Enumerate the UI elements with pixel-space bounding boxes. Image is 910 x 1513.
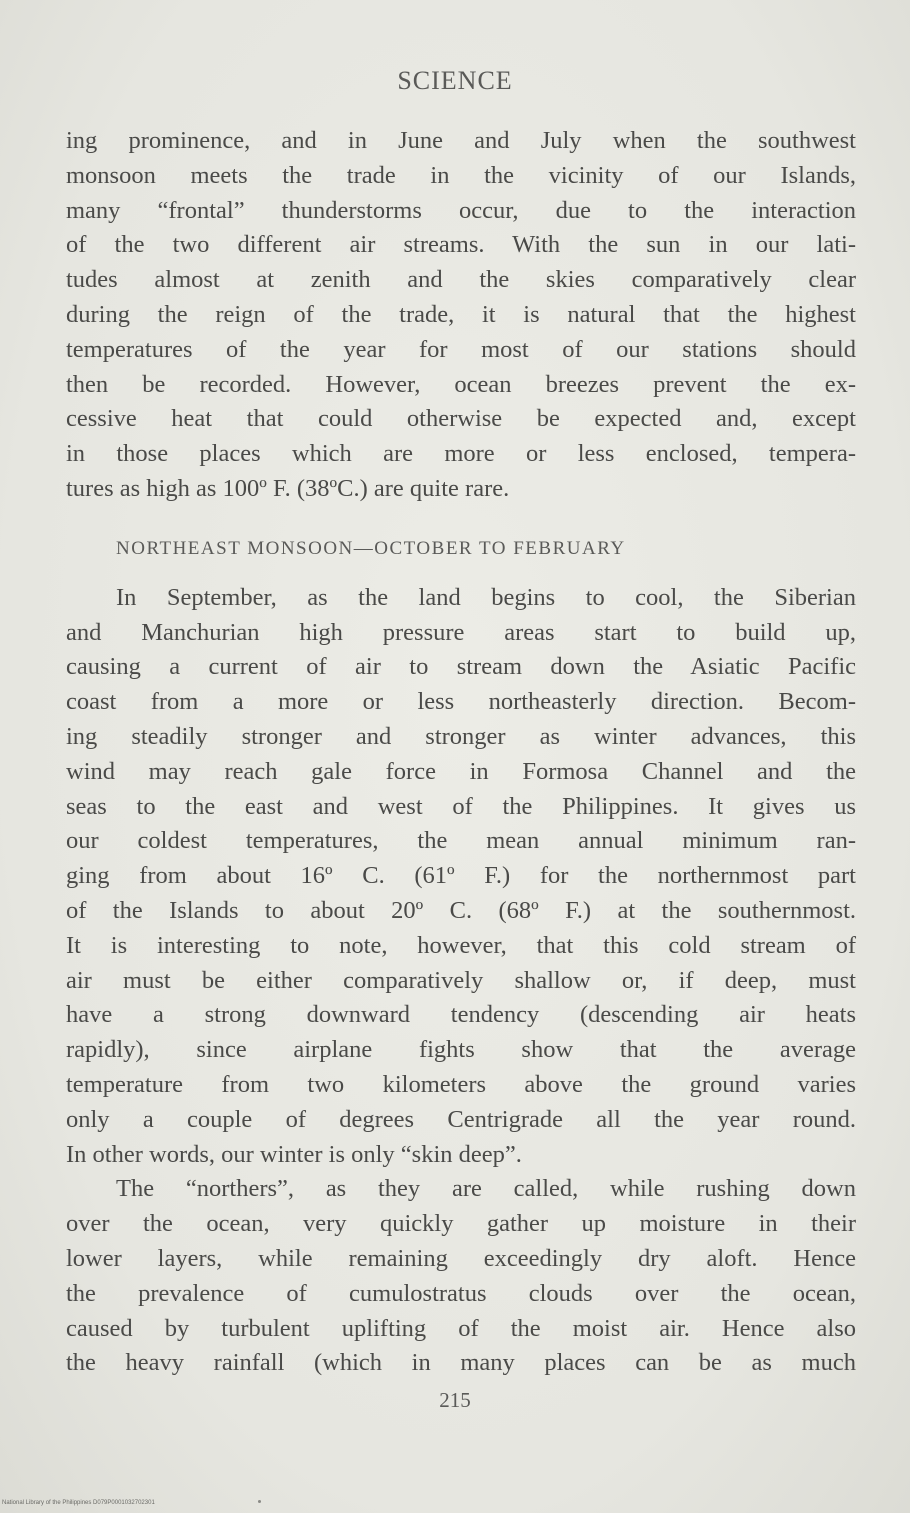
page-number: 215	[439, 1388, 471, 1412]
text-line: tures as high as 100º F. (38ºC.) are quite rare.	[66, 474, 510, 502]
paragraph-1	[66, 124, 856, 507]
paragraph-3	[66, 1172, 856, 1381]
text-line: in those places which are more or less enclosed, tempera-	[66, 440, 856, 468]
section-heading: NORTHEAST MONSOON—OCTOBER TO FEBRUARY	[116, 537, 626, 559]
text-line: In September, as the land begins to cool, the Siberian	[116, 583, 856, 611]
text-line: It is interesting to note, however, that this cold stream of	[66, 931, 856, 959]
text-line: monsoon meets the trade in the vicinity of our Islands,	[66, 161, 856, 189]
library-watermark: National Library of the Philippines D079P0001032702301	[2, 1500, 155, 1506]
text-line: over the ocean, very quickly gather up moisture in their	[66, 1210, 856, 1238]
text-line: caused by turbulent uplifting of the moist air. Hence also	[66, 1314, 856, 1342]
text-line: coast from a more or less northeasterly direction. Becom-	[66, 688, 856, 716]
text-line: air must be either comparatively shallow or, if deep, must	[66, 966, 856, 994]
text-line: of the two different air streams. With the sun in our lati-	[66, 231, 856, 259]
text-line: lower layers, while remaining exceedingly dry aloft. Hence	[66, 1244, 856, 1272]
text-line: only a couple of degrees Centrigrade all the year round.	[66, 1105, 856, 1133]
dust-speck	[258, 1500, 261, 1503]
text-line: temperature from two kilometers above the ground varies	[66, 1070, 856, 1098]
text-line: seas to the east and west of the Philippines. It gives us	[66, 792, 856, 820]
text-line: temperatures of the year for most of our stations should	[66, 335, 856, 363]
text-line: cessive heat that could otherwise be expected and, except	[66, 405, 856, 433]
text-line: tudes almost at zenith and the skies comparatively clear	[66, 266, 856, 294]
text-line: ing steadily stronger and stronger as winter advances, this	[66, 722, 856, 750]
text-line: our coldest temperatures, the mean annual minimum ran-	[66, 827, 856, 855]
text-line: and Manchurian high pressure areas start to build up,	[66, 618, 856, 646]
text-line: during the reign of the trade, it is natural that the highest	[66, 300, 856, 328]
text-line: In other words, our winter is only “skin deep”.	[66, 1140, 522, 1168]
running-head: SCIENCE	[397, 66, 513, 95]
text-line: of the Islands to about 20º C. (68º F.) at the southernmost.	[66, 896, 856, 924]
text-line: rapidly), since airplane fights show that the average	[66, 1036, 856, 1064]
text-line: then be recorded. However, ocean breezes prevent the ex-	[66, 370, 856, 398]
text-line: wind may reach gale force in Formosa Channel and the	[66, 757, 856, 785]
text-line: The “northers”, as they are called, while rushing down	[116, 1175, 856, 1203]
text-line: the heavy rainfall (which in many places can be as much	[66, 1349, 856, 1377]
text-line: have a strong downward tendency (descending air heats	[66, 1001, 856, 1029]
text-line: ing prominence, and in June and July when the southwest	[66, 127, 856, 154]
text-line: causing a current of air to stream down the Asiatic Pacific	[66, 653, 856, 681]
paragraph-2	[66, 581, 856, 1173]
text-line: many “frontal” thunderstorms occur, due to the interaction	[66, 196, 856, 224]
text-line: the prevalence of cumulostratus clouds over the ocean,	[66, 1279, 856, 1307]
body-text	[66, 124, 856, 1381]
text-line: ging from about 16º C. (61º F.) for the northernmost part	[66, 862, 856, 890]
